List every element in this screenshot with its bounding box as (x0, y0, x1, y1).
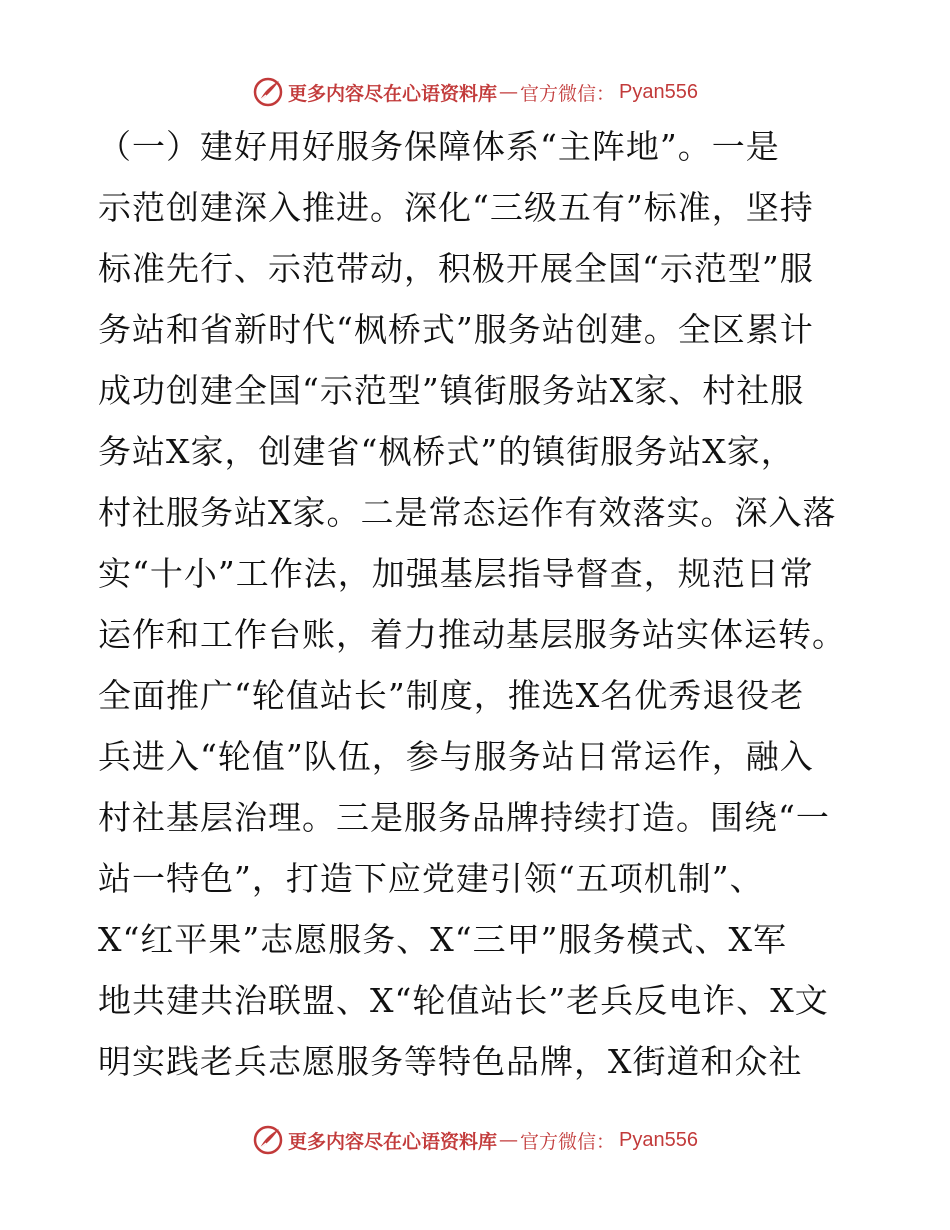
text-line: 地共建共治联盟、X“轮值站长”老兵反电诈、X文 (98, 981, 829, 1020)
text-line: 标准先行、示范带动，积极开展全国“示范型”服 (98, 249, 814, 288)
text-line: 明实践老兵志愿服务等特色品牌，X街道和众社 (98, 1042, 803, 1081)
quill-logo-icon (252, 76, 284, 108)
text-line: X“红平果”志愿服务、X“三甲”服务模式、X军 (98, 920, 787, 959)
watermark-wechat-id: Pyan556 (619, 80, 698, 103)
document-body (98, 116, 858, 1092)
text-line: （一）建好用好服务保障体系“主阵地”。一是 (98, 127, 780, 166)
text-line: 运作和工作台账，着力推动基层服务站实体运转。 (98, 615, 846, 654)
text-line: 示范创建深入推进。深化“三级五有”标准，坚持 (98, 188, 814, 227)
watermark-site-text: 更多内容尽在心语资料库 (288, 82, 498, 105)
watermark-site-text: 更多内容尽在心语资料库 (288, 1130, 498, 1153)
text-line: 务站X家，创建省“枫桥式”的镇街服务站X家， (98, 432, 795, 471)
text-line: 兵进入“轮值”队伍，参与服务站日常运作，融入 (98, 737, 814, 776)
header-watermark (0, 70, 950, 114)
text-line: 站一特色”，打造下应党建引领“五项机制”、 (98, 859, 764, 898)
text-line: 实“十小”工作法，加强基层指导督查，规范日常 (98, 554, 814, 593)
text-line: 务站和省新时代“枫桥式”服务站创建。全区累计 (98, 310, 814, 349)
text-line: 全面推广“轮值站长”制度，推选X名优秀退役老 (98, 676, 805, 715)
footer-watermark (0, 1118, 950, 1162)
watermark-wechat-label: 官方微信： (520, 1130, 616, 1153)
quill-logo-icon (252, 1124, 284, 1156)
watermark-separator: — (499, 81, 519, 103)
text-line: 成功创建全国“示范型”镇街服务站X家、村社服 (98, 371, 805, 410)
text-line: 村社服务站X家。二是常态运作有效落实。深入落 (98, 493, 837, 532)
text-line: 村社基层治理。三是服务品牌持续打造。围绕“一 (98, 798, 830, 837)
watermark-wechat-id: Pyan556 (619, 1128, 698, 1151)
watermark-separator: — (499, 1129, 519, 1151)
watermark-wechat-label: 官方微信： (520, 82, 616, 105)
